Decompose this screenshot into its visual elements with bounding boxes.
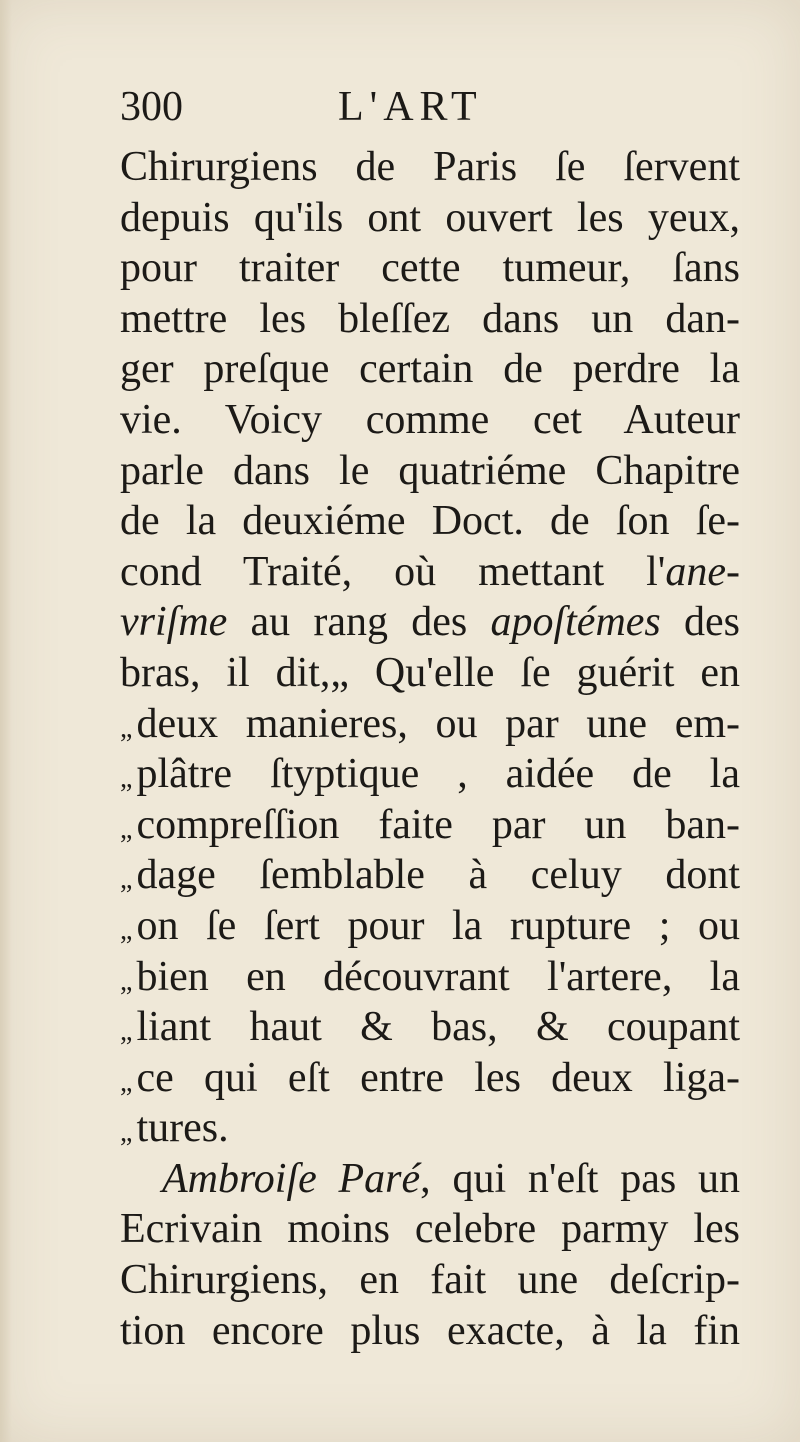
text-run: bien en découvrant l'artere, la (136, 953, 740, 1000)
text-run: ger preſque certain de perdre la (120, 346, 740, 393)
italic-text: Ambroiſe Paré (162, 1155, 421, 1202)
text-run: au rang des (227, 599, 491, 646)
quotation-mark: „ (120, 864, 133, 896)
text-line (120, 749, 740, 800)
quotation-mark: „ (120, 763, 133, 795)
quotation-mark: „ (120, 914, 133, 946)
text-run: pour traiter cette tumeur, ſans (120, 245, 740, 292)
text-run: Ecrivain moins celebre parmy les (120, 1206, 740, 1253)
quotation-mark: „ (120, 1016, 133, 1048)
text-run: on ſe ſert pour la rupture ; ou (136, 902, 740, 949)
text-line (120, 901, 740, 952)
text-run: Chirurgiens de Paris ſe ſervent (120, 144, 740, 190)
text-line (120, 1002, 740, 1053)
text-run: Chirurgiens, en fait une deſcrip- (120, 1257, 740, 1304)
text-line (120, 294, 740, 345)
text-run: , qui n'eſt pas un (420, 1155, 740, 1202)
text-run: des (660, 599, 740, 646)
text-run: bras, il dit,„ Qu'elle ſe guérit en (120, 649, 740, 696)
text-run: compreſſion faite par un ban- (136, 801, 740, 848)
text-line (120, 1306, 740, 1357)
text-line (120, 1053, 740, 1104)
text-line (120, 395, 740, 446)
text-line (120, 344, 740, 395)
text-run: dage ſemblable à celuy dont (136, 852, 740, 899)
text-line (120, 952, 740, 1003)
page-number: 300 (120, 84, 183, 130)
text-line (120, 496, 740, 547)
text-line (120, 1154, 740, 1205)
text-run: cond Traité, où mettant l' (120, 548, 666, 595)
page-header (120, 82, 740, 132)
text-run: ce qui eſt entre les deux liga- (136, 1054, 740, 1101)
text-line (120, 193, 740, 244)
text-line (120, 850, 740, 901)
page-edge-shadow (0, 0, 12, 1442)
quotation-mark: „ (120, 813, 133, 845)
running-head: L'ART (338, 84, 483, 130)
text-line (120, 446, 740, 497)
text-line (120, 1204, 740, 1255)
quotation-mark: „ (120, 1066, 133, 1098)
body-text (120, 142, 740, 1356)
text-line (120, 597, 740, 648)
text-line (120, 142, 740, 193)
text-run: liant haut & bas, & coupant (136, 1004, 740, 1051)
quotation-mark: „ (120, 965, 133, 997)
text-run: tion encore plus exacte, à la fin (120, 1307, 740, 1354)
text-line (120, 699, 740, 750)
quotation-mark: „ (120, 712, 133, 744)
text-line (120, 1255, 740, 1306)
text-run: tures. (136, 1105, 229, 1152)
text-line (120, 243, 740, 294)
quotation-mark: „ (120, 1117, 133, 1149)
italic-text: apoſtémes (490, 599, 661, 646)
text-line (120, 547, 740, 598)
text-run: vie. Voicy comme cet Auteur (120, 396, 740, 443)
italic-text: ane- (665, 548, 740, 595)
text-run: depuis qu'ils ont ouvert les yeux, (120, 194, 740, 241)
text-line (120, 1103, 740, 1154)
text-run: deux manieres, ou par une em- (136, 700, 740, 747)
text-run: de la deuxiéme Doct. de ſon ſe- (120, 498, 740, 545)
text-run: parle dans le quatriéme Chapitre (120, 447, 740, 494)
text-line (120, 648, 740, 699)
text-line (120, 800, 740, 851)
text-run: plâtre ſtyptique , aidée de la (136, 751, 740, 798)
italic-text: vriſme (120, 599, 228, 646)
text-run: mettre les bleſſez dans un dan- (120, 295, 740, 342)
